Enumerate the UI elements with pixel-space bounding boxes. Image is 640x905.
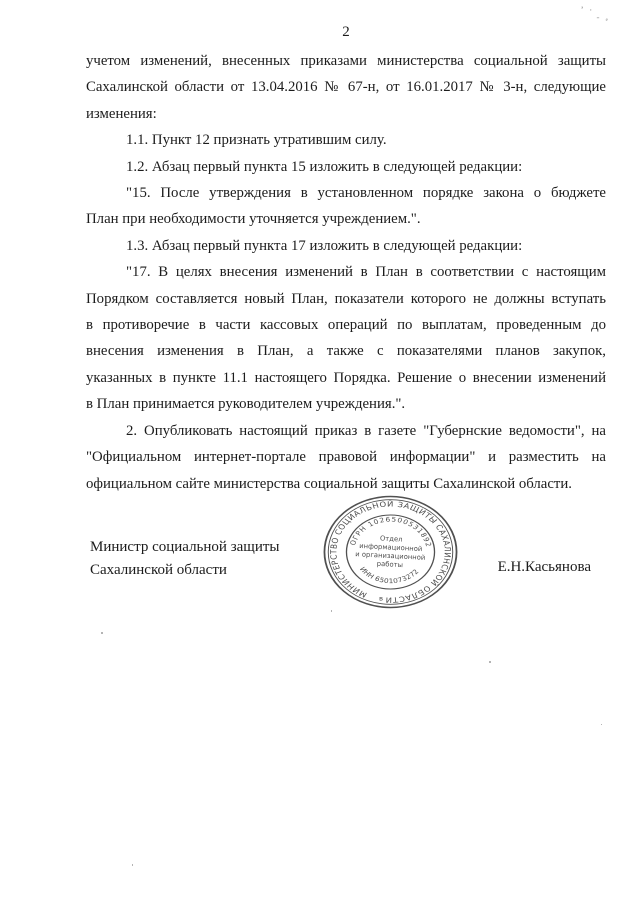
- body-line-item-2: 2. Опубликовать настоящий приказ в газете "Губернские ведомости", на: [126, 422, 606, 439]
- stamp-center-line: Отдел: [379, 534, 403, 544]
- official-seal-stamp: [305, 477, 476, 627]
- signature-title-line: Министр социальной защиты: [90, 539, 280, 555]
- stamp-center-text: [355, 533, 427, 570]
- stamp-inn-text: ИНН 6501073272: [357, 565, 421, 585]
- document-body: [86, 48, 606, 497]
- scan-speck: [489, 661, 491, 663]
- scan-speck: [331, 610, 332, 612]
- stamp-bottom-mark: в: [378, 595, 384, 603]
- body-line: учетом изменений, внесенных приказами министерства социальной защиты: [86, 53, 606, 69]
- scan-artifact: - ₑ: [596, 12, 610, 22]
- stamp-center-line: информационной: [359, 541, 423, 554]
- stamp-center-line: работы: [376, 559, 404, 570]
- body-line: официальном сайте министерства социальной защиты Сахалинской области.: [86, 475, 572, 492]
- scan-artifact: ’ ·: [580, 5, 595, 15]
- signature-title-line: Сахалинской области: [90, 561, 227, 578]
- body-line-item-1-2: 1.2. Абзац первый пункта 15 изложить в следующей редакции:: [126, 158, 523, 175]
- scan-speck: [132, 864, 133, 866]
- body-line-item-1-1: 1.1. Пункт 12 признать утратившим силу.: [126, 132, 387, 149]
- body-line: указанных в пункте 11.1 настоящего Порядка. Решение о внесении изменений: [86, 369, 606, 386]
- body-line: Порядком составляется новый План, показатели которого не должны вступать: [86, 290, 606, 307]
- scan-speck: [101, 632, 103, 634]
- signature-name: Е.Н.Касьянова: [497, 559, 591, 575]
- stamp-ministry-ring-text: МИНИСТЕРСТВО СОЦИАЛЬНОЙ ЗАЩИТЫ САХАЛИНСКОЙ ОБЛАСТИ: [328, 500, 453, 604]
- body-line-item-1-3: 1.3. Абзац первый пункта 17 изложить в следующей редакции:: [126, 237, 523, 254]
- scan-artifact-marks: [580, 5, 612, 22]
- stamp-center-line: и организационной: [355, 550, 426, 562]
- body-line: изменения:: [86, 105, 157, 122]
- body-line: Сахалинской области от 13.04.2016 № 67-н, от 16.01.2017 № 3-н, следующие: [86, 79, 606, 96]
- body-line: в План принимается руководителем учреждения.".: [86, 396, 406, 413]
- scan-speck: [601, 724, 602, 725]
- body-line: в противоречие в части кассовых операций по выплатам, проведенным до: [86, 317, 606, 334]
- body-line: "17. В целях внесения изменений в План в соответствии с настоящим: [126, 264, 606, 281]
- stamp-ogrn-text: ОГРН 1026500531892: [348, 515, 433, 548]
- body-line: "Официальном интернет-портале правовой информации" и разместить на: [86, 449, 606, 466]
- body-line: "15. После утверждения в установленном порядке закона о бюджете: [126, 185, 606, 202]
- body-line: План при необходимости уточняется учреждением.".: [86, 211, 421, 228]
- page-number: 2: [342, 24, 350, 40]
- body-line: внесения изменения в План, а также с показателями планов закупок,: [86, 343, 606, 360]
